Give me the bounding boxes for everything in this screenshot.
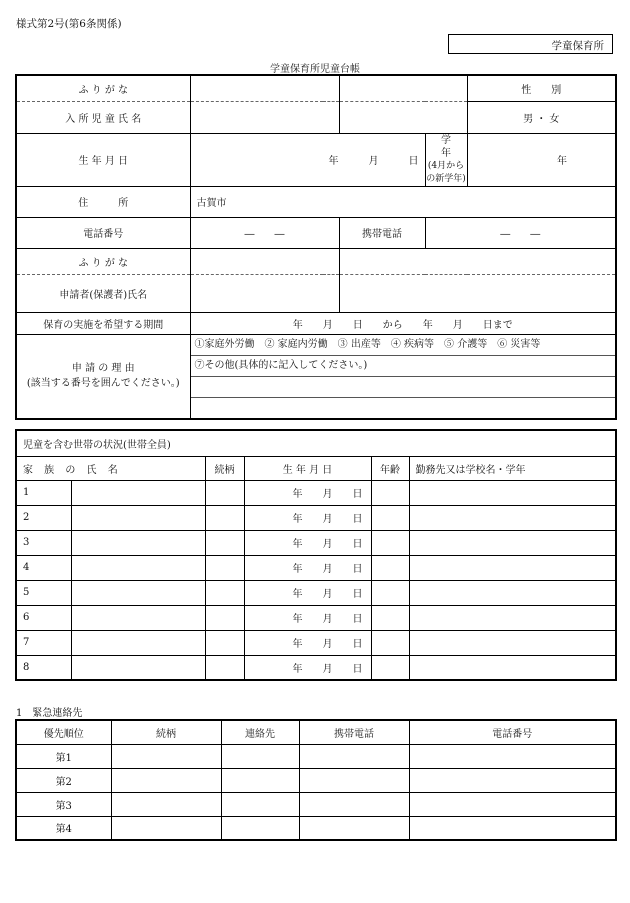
work-cell[interactable]: [409, 605, 616, 630]
relation-cell[interactable]: [205, 655, 244, 680]
reason-blank-line-2[interactable]: [191, 398, 616, 418]
applicant-furigana-label: ふ り が な: [16, 248, 190, 274]
table-row: [16, 480, 616, 505]
age-cell[interactable]: [371, 480, 409, 505]
table-row: [16, 630, 616, 655]
emergency-header-phone: 電話番号: [409, 720, 616, 744]
grade-value[interactable]: 年: [467, 133, 616, 186]
relation-cell[interactable]: [205, 505, 244, 530]
work-cell[interactable]: [409, 630, 616, 655]
reason-field[interactable]: [190, 334, 616, 419]
child-name-field-2[interactable]: [339, 101, 467, 133]
household-header-name: 家 族 の 氏 名: [16, 456, 205, 480]
mobile-field[interactable]: ― ―: [425, 217, 616, 248]
row-number: 5: [16, 580, 71, 605]
reason-options[interactable]: ①家庭外労働 ② 家庭内労働 ③ 出産等 ④ 疾病等 ⑤ 介護等 ⑥ 災害等: [191, 335, 616, 356]
birthdate-cell[interactable]: 年 月 日: [244, 580, 371, 605]
address-label: 住 所: [16, 186, 190, 217]
reason-label-note: (該当する番号を囲んでください。): [26, 378, 180, 390]
relation-cell[interactable]: [205, 555, 244, 580]
household-header-birth: 生 年 月 日: [244, 456, 371, 480]
furigana-field[interactable]: [190, 75, 339, 101]
age-cell[interactable]: [371, 655, 409, 680]
phone-cell[interactable]: [409, 768, 616, 792]
work-cell[interactable]: [409, 655, 616, 680]
age-cell[interactable]: [371, 530, 409, 555]
form-reference: 様式第2号(第6条関係): [16, 18, 122, 30]
birthdate-cell[interactable]: 年 月 日: [244, 505, 371, 530]
mobile-label: 携帯電話: [339, 217, 425, 248]
relation-cell[interactable]: [111, 768, 221, 792]
emergency-table: [15, 719, 617, 841]
priority-cell: 第4: [16, 816, 111, 840]
emergency-section-title: 1 緊急連絡先: [16, 708, 83, 719]
age-cell[interactable]: [371, 580, 409, 605]
address-field[interactable]: 古賀市: [190, 186, 616, 217]
phone-cell[interactable]: [409, 792, 616, 816]
applicant-name-field-2[interactable]: [339, 274, 616, 312]
relation-cell[interactable]: [205, 530, 244, 555]
phone-field[interactable]: ― ―: [190, 217, 339, 248]
birthdate-cell[interactable]: 年 月 日: [244, 605, 371, 630]
age-cell[interactable]: [371, 605, 409, 630]
family-name-cell[interactable]: [71, 630, 205, 655]
furigana-label: ふ り が な: [16, 75, 190, 101]
row-number: 6: [16, 605, 71, 630]
family-name-cell[interactable]: [71, 480, 205, 505]
row-number: 3: [16, 530, 71, 555]
emergency-header-contact: 連絡先: [221, 720, 299, 744]
table-row: [16, 768, 616, 792]
mobile-cell[interactable]: [299, 816, 409, 840]
table-row: [16, 605, 616, 630]
emergency-header-relation: 続柄: [111, 720, 221, 744]
grade-label: [425, 133, 481, 186]
relation-cell[interactable]: [205, 605, 244, 630]
relation-cell[interactable]: [111, 816, 221, 840]
phone-label: 電話番号: [16, 217, 190, 248]
reason-label-main: 申 請 の 理 由: [71, 363, 135, 375]
work-cell[interactable]: [409, 505, 616, 530]
document-title: 学童保育所児童台帳: [270, 64, 360, 75]
age-cell[interactable]: [371, 555, 409, 580]
family-name-cell[interactable]: [71, 505, 205, 530]
reason-other[interactable]: ⑦その他(具体的に記入してください。): [191, 356, 616, 377]
priority-cell: 第2: [16, 768, 111, 792]
work-cell[interactable]: [409, 580, 616, 605]
family-name-cell[interactable]: [71, 655, 205, 680]
relation-cell[interactable]: [205, 480, 244, 505]
phone-cell[interactable]: [409, 744, 616, 768]
birthdate-cell[interactable]: 年 月 日: [244, 530, 371, 555]
phone-cell[interactable]: [409, 816, 616, 840]
family-name-cell[interactable]: [71, 530, 205, 555]
priority-cell: 第3: [16, 792, 111, 816]
applicant-name-label: 申請者(保護者)氏名: [16, 274, 190, 312]
birthdate-cell[interactable]: 年 月 日: [244, 480, 371, 505]
contact-cell[interactable]: [221, 768, 299, 792]
applicant-furigana-field[interactable]: [190, 248, 339, 274]
table-row: [16, 555, 616, 580]
contact-cell[interactable]: [221, 816, 299, 840]
family-name-cell[interactable]: [71, 605, 205, 630]
grade-label-main: 学 年: [441, 134, 481, 159]
emergency-header-priority: 優先順位: [16, 720, 111, 744]
reason-blank-line-1[interactable]: [191, 377, 616, 398]
work-cell[interactable]: [409, 555, 616, 580]
reason-label: [16, 334, 190, 419]
birthdate-cell[interactable]: 年 月 日: [244, 655, 371, 680]
facility-name: 学童保育所: [551, 40, 604, 52]
mobile-cell[interactable]: [299, 768, 409, 792]
relation-cell[interactable]: [205, 580, 244, 605]
applicant-name-field[interactable]: [190, 274, 339, 312]
priority-cell: 第1: [16, 744, 111, 768]
row-number: 2: [16, 505, 71, 530]
mobile-cell[interactable]: [299, 792, 409, 816]
row-number: 4: [16, 555, 71, 580]
child-name-label: 入 所 児 童 氏 名: [16, 101, 190, 133]
table-row: [16, 580, 616, 605]
contact-cell[interactable]: [221, 744, 299, 768]
table-row: [16, 655, 616, 680]
work-cell[interactable]: [409, 530, 616, 555]
row-number: 8: [16, 655, 71, 680]
family-name-cell[interactable]: [71, 580, 205, 605]
facility-name-box: [448, 34, 613, 54]
birthdate-cell[interactable]: 年 月 日: [244, 555, 371, 580]
row-number: 1: [16, 480, 71, 505]
age-cell[interactable]: [371, 505, 409, 530]
work-cell[interactable]: [409, 480, 616, 505]
furigana-field-2[interactable]: [339, 75, 467, 101]
table-row: [16, 792, 616, 816]
period-field[interactable]: 年 月 日 から 年 月 日まで: [190, 312, 616, 334]
household-header-age: 年齢: [371, 456, 409, 480]
household-header-relation: 続柄: [205, 456, 244, 480]
birthdate-label: 生 年 月 日: [16, 133, 190, 186]
table-row: [16, 816, 616, 840]
period-label: 保育の実施を希望する期間: [16, 312, 190, 334]
relation-cell[interactable]: [111, 792, 221, 816]
child-info-table: [15, 74, 617, 420]
table-row: [16, 744, 616, 768]
household-title: 児童を含む世帯の状況(世帯全員): [16, 430, 616, 456]
table-row: [16, 505, 616, 530]
contact-cell[interactable]: [221, 792, 299, 816]
birthdate-cell[interactable]: 年 月 日: [244, 630, 371, 655]
child-name-field[interactable]: [190, 101, 339, 133]
emergency-header-mobile: 携帯電話: [299, 720, 409, 744]
household-header-work: 勤務先又は学校名・学年: [409, 456, 616, 480]
mobile-cell[interactable]: [299, 744, 409, 768]
table-row: [16, 530, 616, 555]
relation-cell[interactable]: [205, 630, 244, 655]
sex-value[interactable]: 男 ・ 女: [467, 101, 616, 133]
grade-label-note: (4月からの新学年): [426, 160, 466, 184]
row-number: 7: [16, 630, 71, 655]
age-cell[interactable]: [371, 630, 409, 655]
applicant-furigana-field-2[interactable]: [339, 248, 616, 274]
relation-cell[interactable]: [111, 744, 221, 768]
birthdate-field[interactable]: 年 月 日: [190, 133, 425, 186]
sex-label: 性 別: [467, 75, 616, 101]
household-table: [15, 429, 617, 681]
family-name-cell[interactable]: [71, 555, 205, 580]
